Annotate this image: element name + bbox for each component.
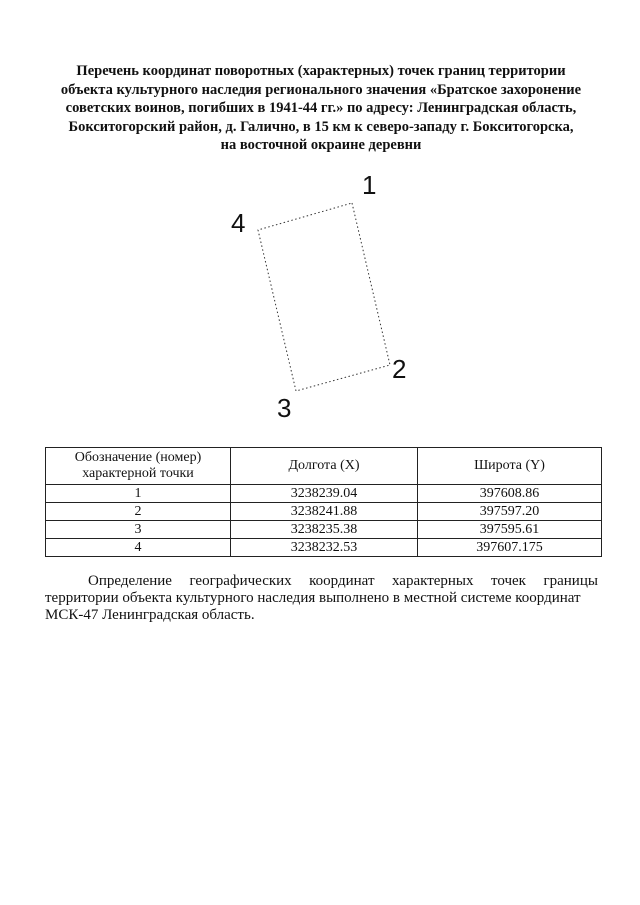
cell-latitude: 397608.86 (418, 485, 602, 503)
note-line-2: территории объекта культурного наследия выполнено в местной системе координат (45, 590, 581, 606)
cell-longitude: 3238232.53 (231, 539, 418, 557)
boundary-polygon-svg (220, 165, 420, 425)
note-line-1 (45, 573, 598, 590)
table-row (46, 485, 602, 503)
title-line-2: объекта культурного наследия регионального значения «Братское захоронение (60, 81, 582, 98)
cell-longitude: 3238241.88 (231, 503, 418, 521)
document-title (40, 62, 602, 155)
cell-point: 1 (46, 485, 231, 503)
cell-longitude: 3238235.38 (231, 521, 418, 539)
table-row (46, 503, 602, 521)
point-label-1: 1 (362, 170, 377, 200)
coordinates-table (45, 447, 602, 557)
cell-point: 4 (46, 539, 231, 557)
table-row (46, 521, 602, 539)
header-point-line-2: характерной точки (82, 466, 194, 481)
point-label-4: 4 (231, 208, 246, 238)
note-word: Определение (88, 573, 172, 589)
note-word: географических (189, 573, 292, 589)
header-longitude: Долгота (X) (231, 448, 418, 485)
title-line-4: Бокситогорский район, д. Галично, в 15 км к северо-западу г. Бокситогорска, (68, 118, 574, 135)
boundary-polygon (258, 203, 390, 391)
title-line-5: на восточной окраине деревни (220, 137, 422, 153)
point-label-3: 3 (277, 393, 292, 423)
cell-longitude: 3238239.04 (231, 485, 418, 503)
header-point-number (46, 448, 231, 485)
title-line-1: Перечень координат поворотных (характерных) точек границ территории (76, 63, 566, 79)
note-word: координат (309, 573, 375, 589)
cell-latitude: 397595.61 (418, 521, 602, 539)
header-point-line-1: Обозначение (номер) (74, 450, 202, 465)
title-line-3: советских воинов, погибших в 1941-44 гг.» по адресу: Ленинградская область, (65, 100, 577, 116)
point-label-2: 2 (392, 354, 407, 384)
cell-point: 3 (46, 521, 231, 539)
cell-point: 2 (46, 503, 231, 521)
coordinate-system-note (45, 573, 598, 624)
header-latitude: Широта (Y) (418, 448, 602, 485)
table-row (46, 539, 602, 557)
note-word: характерных (391, 573, 474, 589)
note-line-3: МСК-47 Ленинградская область. (45, 607, 255, 623)
cell-latitude: 397607.175 (418, 539, 602, 557)
note-word: границы (543, 573, 598, 589)
note-word: точек (491, 573, 526, 589)
cell-latitude: 397597.20 (418, 503, 602, 521)
table-header-row (46, 448, 602, 485)
